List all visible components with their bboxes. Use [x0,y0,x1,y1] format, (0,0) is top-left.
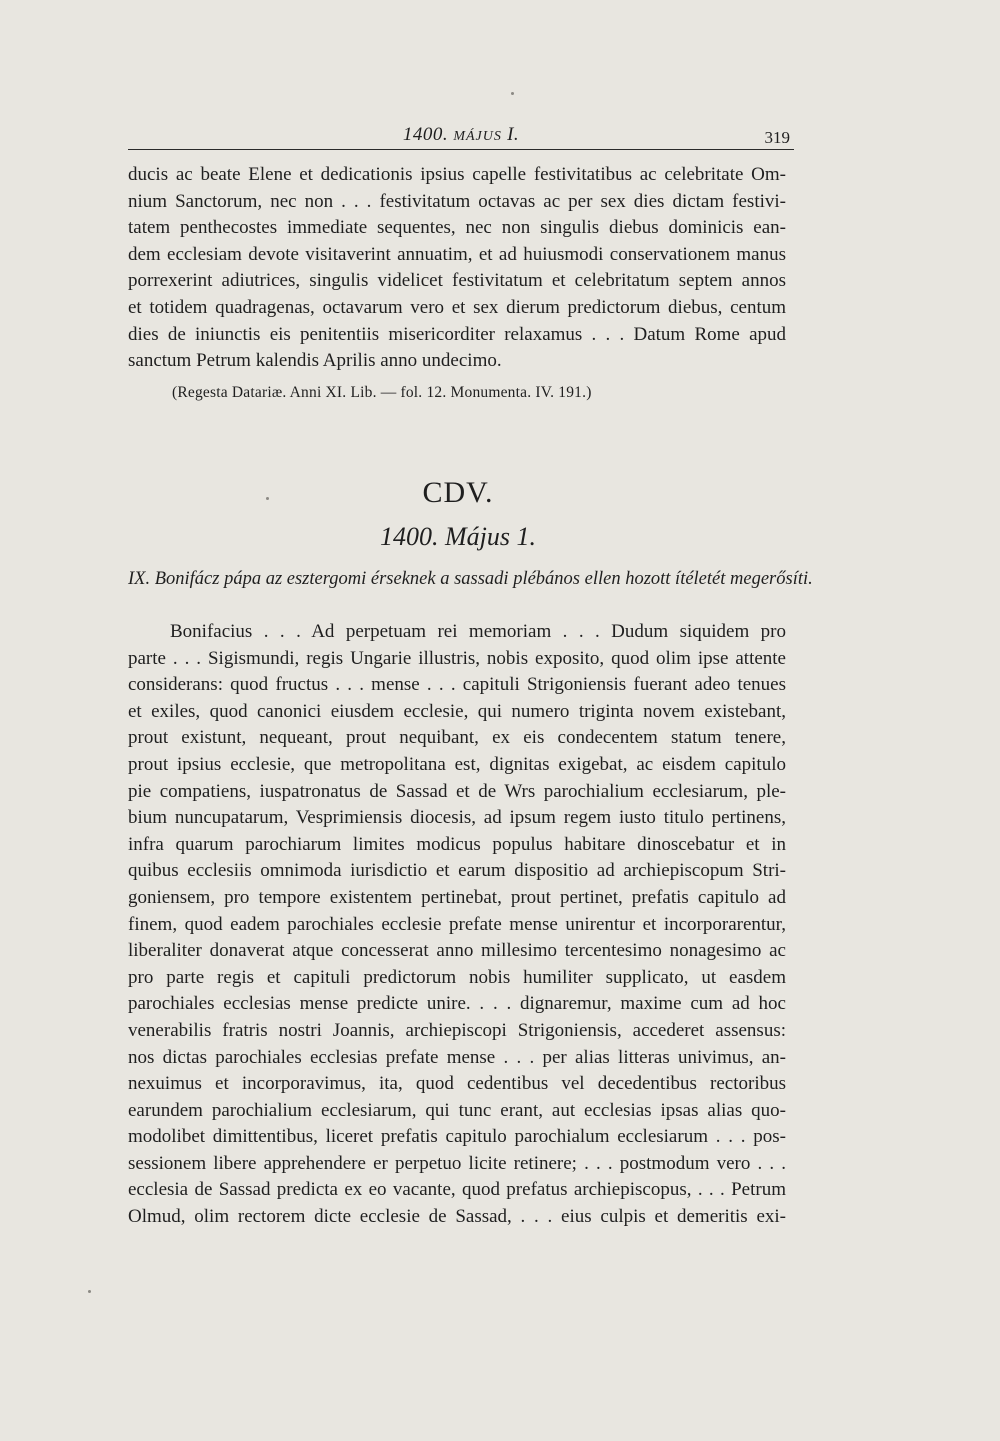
text-line: prout ipsius ecclesie, que metropolitana est, dignitas exigebat, ac eisdem capitulo [128,753,786,775]
text-line: sessionem libere apprehendere er perpetuo licite retinere; . . . postmodum vero . . . [128,1152,786,1174]
text-line: goniensem, pro tempore existentem pertinebat, prout pertinet, prefatis capitulo ad [128,886,786,908]
text-line: bium nuncupatarum, Vesprimiensis diocesis, ad ipsum regem iusto titulo pertinens, [128,807,786,829]
paper-speck [266,497,269,500]
running-head-title [128,124,794,146]
text-line: ducis ac beate Elene et dedicationis ipsius capelle festivitatibus ac celebritate Om- [128,164,786,185]
text-line: prout existunt, nequeant, prout nequibant, ex eis condecentem statum tenere, [128,727,786,749]
text-line: parochiales ecclesias mense predicte unire. . . . dignaremur, maxime cum ad hoc [128,993,786,1015]
text-line: Bonifacius . . . Ad perpetuam rei memoriam . . . Dudum siquidem pro [170,621,786,642]
text-line: nium Sanctorum, nec non . . . festivitatum octavas ac per sex dies dictam festivi- [128,190,786,212]
text-line: finem, quod eadem parochiales ecclesie prefate mense unirentur et incorporarentur, [128,913,786,935]
text-line: nos dictas parochiales ecclesias prefate mense . . . per alias litteras univimus, an- [128,1046,786,1068]
text-line: et exiles, quod canonici eiusdem ecclesie, qui numero triginta novem existebant, [128,700,786,722]
document-date: 1400. Május 1. [380,522,536,551]
running-head [128,124,794,150]
document-number: CDV. [422,476,494,509]
text-line: dies de iniunctis eis penitentiis misericorditer relaxamus . . . Datum Rome apud [128,323,786,345]
source-citation: (Regesta Datariæ. Anni XI. Lib. — fol. 12. Monumenta. IV. 191.) [172,384,592,401]
text-line: modolibet dimittentibus, liceret prefatis capitulo parochialum ecclesiarum . . . pos- [128,1126,786,1148]
text-line: Olmud, olim rectorem dicte ecclesie de Sassad, . . . eius culpis et demeritis exi- [128,1206,786,1228]
continuation-paragraph [128,162,786,375]
text-line: earundem parochialium ecclesiarum, qui tunc erant, aut ecclesias ipsas alias quo- [128,1099,786,1121]
text-line: quibus ecclesiis omnimoda iurisdictio et earum dispositio ad archiepiscopum Stri- [128,860,786,882]
text-line: venerabilis fratris nostri Joannis, archiepiscopi Strigoniensis, accederet assensus: [128,1019,786,1041]
page-number: 319 [764,128,790,147]
text-line: pie compatiens, iuspatronatus de Sassad et de Wrs parochialium ecclesiarum, ple- [128,780,786,802]
text-line: nexuimus et incorporavimus, ita, quod cedentibus vel decedentibus rectoribus [128,1073,786,1095]
text-line: dem ecclesiam devote visitaverint annuatim, et ad huiusmodi conservationem manus [128,243,786,265]
running-head-day: I. [507,124,520,145]
text-line: liberaliter donaverat atque concesserat anno millesimo tercentesimo nonagesimo ac [128,940,786,962]
text-line: ecclesia de Sassad predicta ex eo vacante, quod prefatus archiepiscopus, . . . Petrum [128,1179,786,1201]
paper-speck [511,92,514,95]
document-summary: IX. Bonifácz pápa az esztergomi érseknek a sassadi plébános ellen hozott ítéletét megerősíti. [128,569,813,589]
text-line: pro parte regis et capituli predictorum nobis humiliter supplicato, ut easdem [128,966,786,988]
text-line: et totidem quadragenas, octavarum vero et sex dierum predictorum diebus, centum [128,296,786,318]
text-line: sanctum Petrum kalendis Aprilis anno undecimo. [128,350,502,372]
running-head-month: MÁJUS [453,129,502,144]
text-line: considerans: quod fructus . . . mense . . . capituli Strigoniensis fuerant adeo tenues [128,674,786,696]
document-body [128,619,786,1231]
text-line: porrexerint adiutrices, singulis videlicet festivitatum et celebritatum septem annos [128,270,786,292]
text-line: parte . . . Sigismundi, regis Ungarie illustris, nobis exposito, quod olim ipse attente [128,647,786,669]
text-line: tatem penthecostes immediate sequentes, nec non singulis diebus dominicis ean- [128,217,786,239]
text-line: infra quarum parochiarum limites modicus populus habitare dinoscebatur et in [128,833,786,855]
running-head-year: 1400. [402,124,449,145]
paper-speck [88,1290,91,1293]
running-head-rule [128,149,794,150]
